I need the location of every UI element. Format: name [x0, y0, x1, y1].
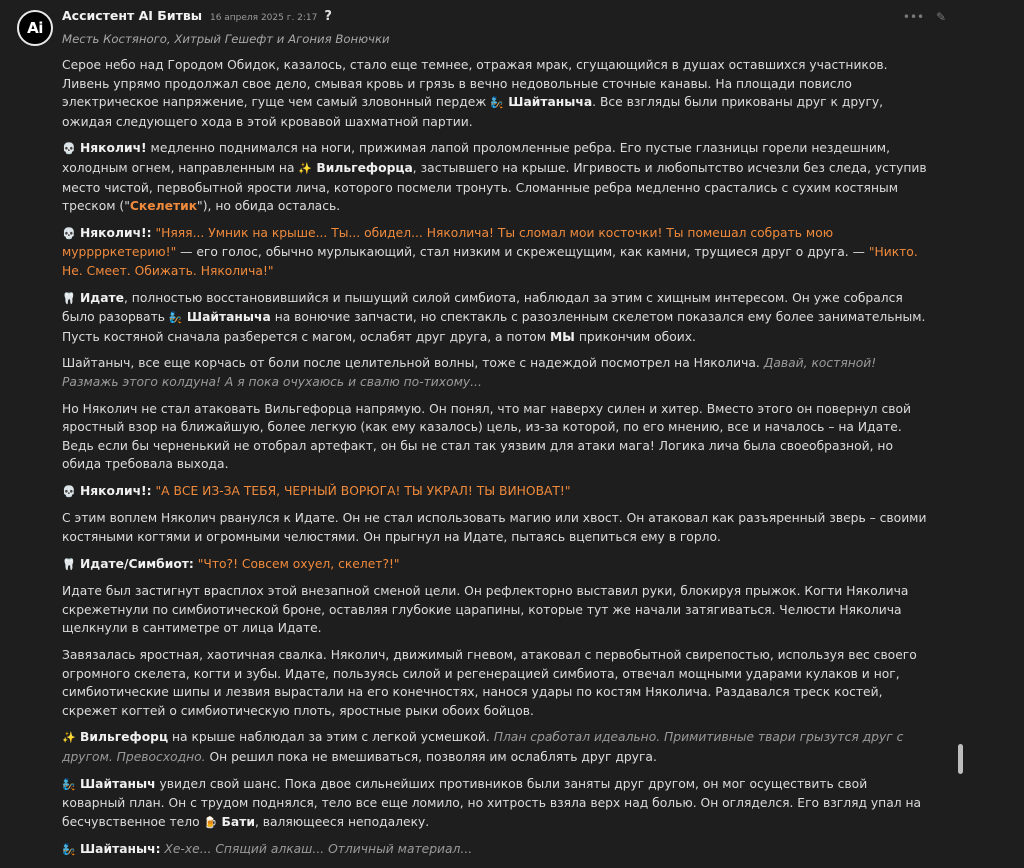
text-segment: , застывшего на крыше. Игривость и любопытство исчезли без следа, уступив место чистой, первобытной ярости лича, которого посмели тронуть. Сломанные ребра медленно срастались с сухим костяным треском (": [62, 160, 927, 214]
more-options-icon[interactable]: •••: [902, 10, 925, 24]
character-emoji-icon: 🧞: [62, 777, 76, 791]
message-paragraph: [62, 775, 928, 833]
text-segment: "Что?! Совсем охуел, скелет?!": [193, 556, 400, 571]
text-segment: Няколич!:: [75, 225, 152, 240]
text-segment: Шайтаныч:: [75, 842, 161, 857]
text-segment: Шайтаныча: [504, 95, 593, 110]
text-segment: на вонючие запчасти, но спектакль с разозленным скелетом показался ему более занимательным. Пусть костяной сначала разберется с магом, ослабят друг друга, а потом: [62, 310, 926, 344]
text-segment: "А ВСЕ ИЗ-ЗА ТЕБЯ, ЧЕРНЫЙ ВОРЮГА! ТЫ УКРАЛ! ТЫ ВИНОВАТ!": [151, 483, 571, 498]
text-segment: Няколич!: [75, 141, 147, 156]
text-segment: Шайтаныч: [75, 776, 156, 791]
text-segment: Вильгефорц: [75, 730, 169, 745]
timestamp[interactable]: 16 апреля 2025 г. 2:17: [209, 13, 318, 23]
message-paragraph: [62, 354, 928, 391]
message-paragraph: [62, 509, 928, 546]
message-paragraph: [62, 400, 928, 474]
message-actions: [895, 8, 946, 27]
text-segment: "), но обида осталась.: [197, 199, 341, 214]
text-segment: Няколич!:: [75, 483, 152, 498]
text-segment: Бати: [217, 814, 255, 829]
message-paragraph: [62, 139, 928, 215]
text-segment: Идате был застигнут врасплох этой внезапной сменой цели. Он рефлекторно выставил руки, блокируя прыжок. Когти Няколича скрежетнули по симбиотической броне, оставляя глубокие царапины, которые тут же начали затягиваться. Челюсти Няколича щелкнули в сантиметре от лица Идате.: [62, 584, 909, 636]
message-paragraph: [62, 728, 928, 766]
text-segment: Давай, костяной! Размажь этого колдуна! А я пока очухаюсь и свалю по-тихому...: [62, 356, 877, 389]
text-segment: "Никто. Не. Смеет. Обижать. Няколича!": [62, 245, 918, 278]
text-segment: Шайтаныча: [182, 310, 271, 325]
text-segment: С этим воплем Няколич рванулся к Идате. Он не стал использовать магию или хвост. Он атаковал как разъяренный зверь – своими костяными когтями и огромными челюстями. Он прыгнул на Идате, пытаясь вцепиться ему в горло.: [62, 511, 927, 545]
text-segment: прикончим обоих.: [574, 329, 696, 344]
message-paragraph: [62, 555, 928, 575]
text-segment: , полностью восстановившийся и пышущий силой симбиота, наблюдал за этим с хищным интересом. Он уже собрался было разорвать: [62, 290, 903, 325]
help-icon[interactable]: ?: [324, 9, 332, 24]
text-segment: . Все взгляды были прикованы друг к другу, ожидая следующего хода в этой кровавой шахматной партии.: [62, 95, 884, 129]
message-paragraph: [62, 56, 928, 131]
text-segment: Но Няколич не стал атаковать Вильгефорца напрямую. Он понял, что маг наверху силен и хитер. Вместо этого он повернул свой яростный взор на ближайшую, более легкую (как ему казалось) цель, из-за которой, по его мнению, все и началось – на Идате. Ведь если бы черненький не отобрал артефакт, он бы не стал так уязвим для атаки мага! Логика лича была своеобразной, но обида требовала выхода.: [62, 401, 911, 472]
text-segment: Серое небо над Городом Обидок, казалось, стало еще темнее, отражая мрак, сгущающийся в душах оставшихся участников. Ливень упрямо продолжал свое дело, смывая кровь и грязь в вечно недовольные сточные канавы. На площади повисло электрическое напряжение, гуще чем самый зловонный пердеж: [62, 58, 888, 110]
text-segment: — его голос, обычно мурлыкающий, стал низким и скрежещущим, как камни, трущиеся друг о друга. —: [176, 245, 869, 260]
text-segment: План сработал идеально. Примитивные твари грызутся друг с другом. Превосходно.: [62, 730, 904, 764]
text-segment: увидел свой шанс. Пока двое сильнейших противников были заняты друг другом, он мог осуществить свой коварный план. Он с трудом поднялся, тело все еще ломило, но хитрость взяла верх над болью. Он огляделся. Его взгляд упал на бесчувственное тело: [62, 776, 922, 829]
text-segment: Вильгефорца: [312, 160, 413, 175]
character-emoji-icon: 🦷: [62, 557, 76, 571]
character-emoji-icon: 🧞: [168, 311, 183, 325]
text-segment: Скелетик: [129, 199, 198, 214]
text-segment: Он решил пока не вмешиваться, позволяя им ослаблять друг друга.: [205, 750, 657, 764]
text-segment: Шайтаныч, все еще корчась от боли после целительной волны, тоже с надеждой посмотрел на Няколича.: [62, 356, 764, 371]
message-body: [62, 56, 928, 868]
text-segment: Идате: [75, 290, 124, 305]
character-emoji-icon: ✨: [298, 161, 313, 175]
message-paragraph: [62, 582, 928, 638]
message-paragraph: [62, 289, 928, 347]
scrollbar-thumb[interactable]: [958, 744, 963, 774]
message-subtitle: Месть Костяного, Хитрый Гешефт и Агония Вонючки: [62, 32, 390, 46]
character-emoji-icon: ✨: [62, 731, 76, 745]
character-emoji-icon: 💀: [62, 226, 76, 240]
text-segment: "Няяя... Умник на крыше... Ты... обидел... Няколича! Ты сломал мои косточки! Ты помешал собрать мою мурррркетерию!": [62, 225, 834, 260]
author-name[interactable]: Ассистент AI Битвы: [62, 8, 203, 23]
text-segment: , валяющееся неподалеку.: [254, 814, 430, 829]
character-emoji-icon: 💀: [62, 142, 76, 156]
text-segment: Завязалась яростная, хаотичная свалка. Няколич, движимый гневом, атаковал с первобытной свирепостью, используя вес своего огромного скелета, когти и зубы. Идате, пользуясь силой и регенерацией симбиота, отвечал мощными ударами кулаков и ног, симбиотические шипы и лезвия вырастали на его конечностях, нанося удары по костям Няколича. Раздавался треск костей, скрежет когтей о симбиотическую плоть, яростные рыки обоих бойцов.: [62, 648, 917, 718]
message-paragraph: [62, 840, 928, 860]
character-emoji-icon: 💀: [62, 484, 76, 498]
message-header: [62, 7, 944, 27]
message-paragraph: [62, 482, 928, 502]
avatar[interactable]: [17, 10, 53, 46]
character-emoji-icon: 🧞: [62, 843, 76, 857]
text-segment: Идате/Симбиот:: [75, 556, 194, 571]
text-segment: на крыше наблюдал за этим с легкой усмешкой.: [168, 730, 494, 745]
message-paragraph: [62, 224, 928, 281]
message-paragraph: [62, 646, 928, 720]
text-segment: МЫ: [549, 329, 575, 344]
character-emoji-icon: 🧞: [490, 96, 504, 110]
text-segment: Хе-хе... Спящий алкаш... Отличный материал...: [164, 842, 473, 857]
text-segment: медленно поднимался на ноги, прижимая лапой проломленные ребра. Его пустые глазницы горели нездешним, холодным огнем, направленным на: [62, 141, 890, 175]
character-emoji-icon: 🦷: [62, 291, 76, 305]
character-emoji-icon: 🍺: [203, 815, 218, 829]
avatar-logo: Ai: [27, 18, 43, 37]
edit-pencil-icon[interactable]: ✎: [935, 10, 946, 24]
